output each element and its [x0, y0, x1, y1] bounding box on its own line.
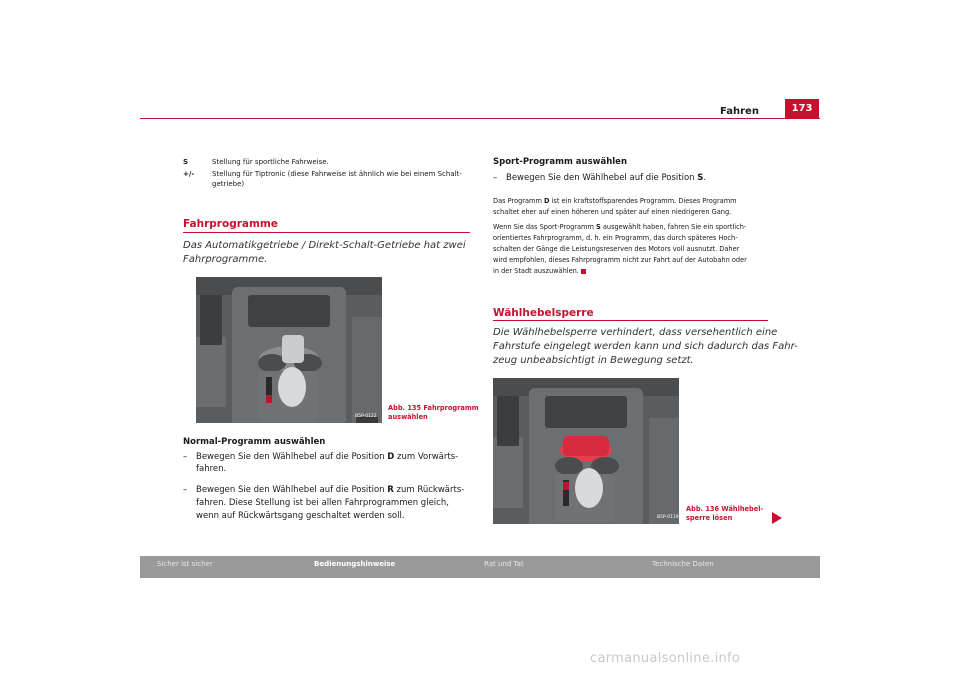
sport-paragraph-1-cont: schaltet eher auf einen höheren und später auf einen niedrigeren Gang. [493, 208, 732, 216]
normal-step-2-cont-2: wenn auf Rückwärtsgang geschaltet werden soll. [196, 511, 405, 521]
normal-step-2-text: Bewegen Sie den Wählhebel auf die Position R zum Rückwärts- [196, 485, 465, 495]
figure-gear-selector-135 [196, 277, 382, 423]
section-rule [493, 320, 768, 321]
normal-step-1-cont: fahren. [196, 464, 227, 474]
normal-step-2: – [183, 485, 188, 495]
page-number-badge: 173 [785, 99, 819, 118]
sport-paragraph-2-line-5: in der Stadt auszuwählen. [493, 266, 586, 276]
sperre-intro-1: Die Wählhebelsperre verhindert, dass versehentlich eine [493, 327, 778, 338]
footer-tab-sicher[interactable]: Sicher ist sicher [157, 560, 213, 568]
normal-step-1-text: Bewegen Sie den Wählhebel auf die Position D zum Vorwärts- [196, 452, 459, 462]
continue-arrow-icon [772, 512, 782, 524]
sperre-intro-3: zeug unbeabsichtigt in Bewegung setzt. [493, 355, 694, 366]
legend-key-s: S [183, 158, 189, 166]
figure-code-136: B5P-0119 [657, 515, 679, 520]
caption-135-line-1: Abb. 135 Fahrprogramm [388, 404, 479, 412]
position-s-key: S [697, 173, 704, 183]
intro-line-1: Das Automatikgetriebe / Direkt-Schalt-Getriebe hat zwei [183, 240, 466, 251]
section-title-fahrprogramme: Fahrprogramme [183, 218, 278, 230]
position-d-key: D [387, 452, 395, 462]
figure-gear-lock-136 [493, 378, 679, 524]
footer-tab-technische-daten[interactable]: Technische Daten [652, 560, 714, 568]
sport-paragraph-2-line-4: wird empfohlen, dieses Fahrprogramm nicht zur Fahrt auf der Autobahn oder [493, 256, 747, 264]
section-rule [183, 232, 470, 233]
sport-paragraph-1: Das Programm D ist ein kraftstoffsparendes Programm. Dieses Programm [493, 197, 737, 205]
position-r-key: R [387, 485, 394, 495]
sport-step-1-text: Bewegen Sie den Wählhebel auf die Position S. [506, 173, 707, 183]
normal-program-title: Normal-Programm auswählen [183, 437, 326, 447]
caption-135-line-2: auswählen [388, 413, 428, 421]
page-header-title: Fahren [720, 106, 759, 117]
sport-paragraph-2-line-3: schalten der Gänge die Leistungsreserven des Motors voll ausnutzt. Daher [493, 245, 740, 253]
figure-code-135: B5P-0122 [355, 414, 377, 419]
legend-text-tiptronic: Stellung für Tiptronic (diese Fahrweise ist ähnlich wie bei einem Schalt- [212, 170, 462, 178]
legend-text-s: Stellung für sportliche Fahrweise. [212, 158, 329, 166]
footer-nav-bar [140, 556, 820, 578]
legend-text-tiptronic-cont: getriebe) [212, 180, 245, 188]
sport-program-title: Sport-Programm auswählen [493, 157, 627, 167]
caption-136-line-2: sperre lösen [686, 514, 733, 522]
watermark-text: carmanualsonline.info [590, 651, 741, 666]
footer-tab-rat-und-tat[interactable]: Rat und Tat [484, 560, 524, 568]
caption-136-line-1: Abb. 136 Wählhebel- [686, 505, 764, 513]
sport-paragraph-2: Wenn Sie das Sport-Programm S ausgewählt haben, fahren Sie ein sportlich- [493, 223, 747, 231]
normal-step-1: – [183, 452, 188, 462]
section-title-waehlhebelsperre: Wählhebelsperre [493, 307, 594, 319]
sperre-intro-2: Fahrstufe eingelegt werden kann und sich dadurch das Fahr- [493, 341, 798, 352]
sport-step-1: – [493, 173, 498, 183]
legend-key-tiptronic: +/- [183, 170, 195, 178]
normal-step-2-cont-1: fahren. Diese Stellung ist bei allen Fahrprogrammen gleich, [196, 498, 449, 508]
end-mark-icon [581, 269, 586, 274]
header-rule [140, 118, 820, 119]
footer-tab-bedienungshinweise[interactable]: Bedienungshinweise [314, 560, 396, 568]
sport-paragraph-2-line-2: orientiertes Fahrprogramm, d. h. ein Programm, das durch späteres Hoch- [493, 234, 738, 242]
intro-line-2: Fahrprogramme. [183, 254, 268, 265]
